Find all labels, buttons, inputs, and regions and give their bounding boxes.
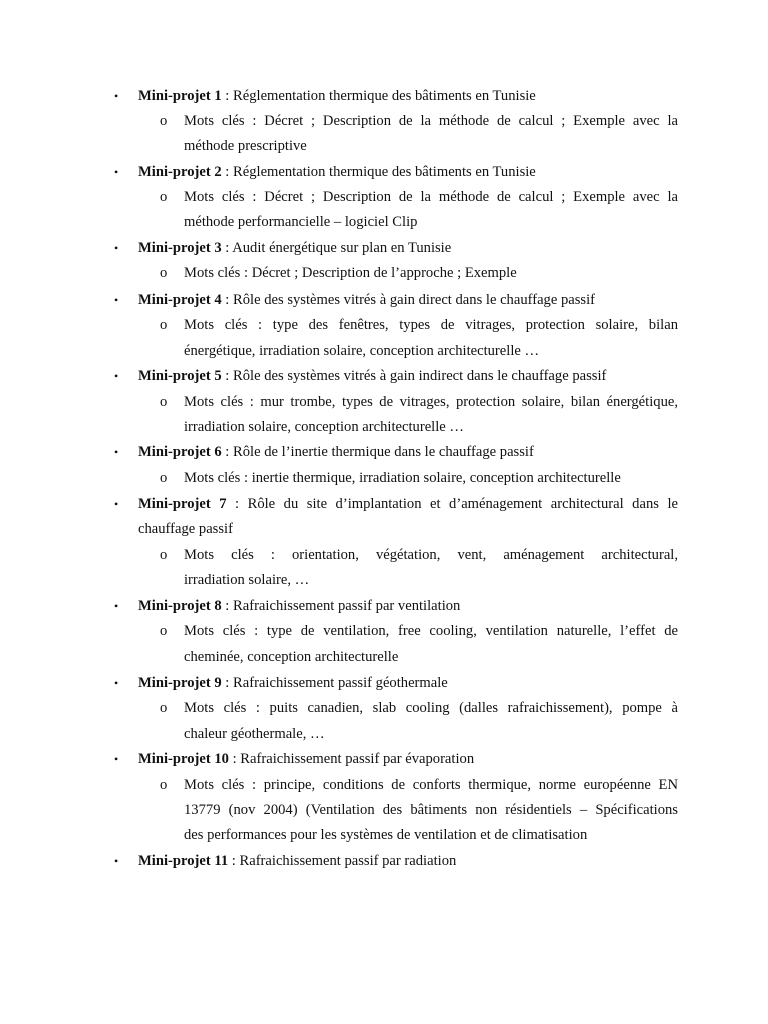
sub-bullet-icon: o <box>160 265 168 281</box>
item-text: Rôle du site d’implantation et d’aménagement architectural dans le <box>247 496 678 512</box>
item-title: Mini-projet 11 <box>138 853 229 869</box>
item-title: Mini-projet 3 <box>138 240 222 256</box>
list-item-7: Mini-projet 7 : Rôle du site d’implantation et d’aménagement architectural dans le <box>138 496 678 512</box>
item-text: Rafraichissement passif par radiation <box>239 853 457 869</box>
item-text: Rafraichissement passif géothermale <box>233 675 448 691</box>
sub-item-text: Mots clés : orientation, végétation, vent, aménagement architectural, <box>184 547 678 563</box>
item-title: Mini-projet 9 <box>138 675 222 691</box>
sub-item-text: énergétique, irradiation solaire, conception architecturelle … <box>184 343 540 359</box>
sub-item-text: Mots clés : type de ventilation, free cooling, ventilation naturelle, l’effet de <box>184 623 678 639</box>
sub-item-text: Mots clés : principe, conditions de conforts thermique, norme européenne EN <box>184 777 678 793</box>
item-title: Mini-projet 1 <box>138 88 222 104</box>
sub-bullet-icon: o <box>160 623 168 639</box>
bullet-icon: • <box>114 599 119 613</box>
list-item-11: Mini-projet 11 : Rafraichissement passif par radiation <box>138 853 457 869</box>
list-item-4: Mini-projet 4 : Rôle des systèmes vitrés à gain direct dans le chauffage passif <box>138 292 596 308</box>
sub-item-text: Mots clés : Décret ; Description de l’approche ; Exemple <box>184 265 517 281</box>
bullet-icon: • <box>114 752 119 766</box>
item-text: Rafraichissement passif par ventilation <box>233 598 461 614</box>
item-text: Rôle de l’inertie thermique dans le chauffage passif <box>233 444 534 460</box>
bullet-icon: • <box>114 293 119 307</box>
list-item-3: Mini-projet 3 : Audit énergétique sur plan en Tunisie <box>138 240 452 256</box>
sub-item-text: Mots clés : inertie thermique, irradiation solaire, conception architecturelle <box>184 470 621 486</box>
bullet-icon: • <box>114 854 119 868</box>
list-item-9: Mini-projet 9 : Rafraichissement passif géothermale <box>138 675 448 691</box>
sub-item-text: irradiation solaire, conception architecturelle … <box>184 419 464 435</box>
sub-bullet-icon: o <box>160 470 168 486</box>
sub-item-text: Mots clés : type des fenêtres, types de vitrages, protection solaire, bilan <box>184 317 678 333</box>
sub-item-text: méthode prescriptive <box>184 138 307 154</box>
list-item-6: Mini-projet 6 : Rôle de l’inertie thermique dans le chauffage passif <box>138 444 534 460</box>
list-item-5: Mini-projet 5 : Rôle des systèmes vitrés à gain indirect dans le chauffage passif <box>138 368 607 384</box>
bullet-icon: • <box>114 89 119 103</box>
sub-item-text: Mots clés : puits canadien, slab cooling (dalles rafraichissement), pompe à <box>184 700 678 716</box>
sub-bullet-icon: o <box>160 394 168 410</box>
item-title: Mini-projet 7 <box>138 496 227 512</box>
bullet-icon: • <box>114 676 119 690</box>
sub-bullet-icon: o <box>160 700 168 716</box>
sub-item-text: Mots clés : mur trombe, types de vitrages, protection solaire, bilan énergétique, <box>184 394 678 410</box>
list-item-10: Mini-projet 10 : Rafraichissement passif par évaporation <box>138 751 475 767</box>
item-title: Mini-projet 4 <box>138 292 222 308</box>
sub-item-text: Mots clés : Décret ; Description de la méthode de calcul ; Exemple avec la <box>184 189 678 205</box>
item-title: Mini-projet 10 <box>138 751 229 767</box>
sub-item-text: 13779 (nov 2004) (Ventilation des bâtiments non résidentiels – Spécifications <box>184 802 678 818</box>
item-text: Rafraichissement passif par évaporation <box>240 751 475 767</box>
sub-item-text: méthode performancielle – logiciel Clip <box>184 214 418 230</box>
item-text: Rôle des systèmes vitrés à gain indirect dans le chauffage passif <box>233 368 607 384</box>
sub-bullet-icon: o <box>160 317 168 333</box>
bullet-icon: • <box>114 165 119 179</box>
sub-item-text: chaleur géothermale, … <box>184 726 325 742</box>
list-item-1: Mini-projet 1 : Réglementation thermique des bâtiments en Tunisie <box>138 88 536 104</box>
sub-item-text: Mots clés : Décret ; Description de la méthode de calcul ; Exemple avec la <box>184 113 678 129</box>
list-item-2: Mini-projet 2 : Réglementation thermique des bâtiments en Tunisie <box>138 164 536 180</box>
item-title: Mini-projet 5 <box>138 368 222 384</box>
sub-item-text: irradiation solaire, … <box>184 572 310 588</box>
item-text: Audit énergétique sur plan en Tunisie <box>232 240 452 256</box>
item-title: Mini-projet 6 <box>138 444 222 460</box>
bullet-icon: • <box>114 241 119 255</box>
sub-item-text: des performances pour les systèmes de ventilation et de climatisation <box>184 827 588 843</box>
item-text: Rôle des systèmes vitrés à gain direct dans le chauffage passif <box>233 292 596 308</box>
item-text-continued: chauffage passif <box>138 521 233 537</box>
bullet-icon: • <box>114 445 119 459</box>
item-title: Mini-projet 2 <box>138 164 222 180</box>
item-text: Réglementation thermique des bâtiments en Tunisie <box>233 164 536 180</box>
sub-bullet-icon: o <box>160 189 168 205</box>
sub-bullet-icon: o <box>160 547 168 563</box>
sub-bullet-icon: o <box>160 113 168 129</box>
bullet-icon: • <box>114 369 119 383</box>
sub-bullet-icon: o <box>160 777 168 793</box>
sub-item-text: cheminée, conception architecturelle <box>184 649 399 665</box>
item-title: Mini-projet 8 <box>138 598 222 614</box>
item-text: Réglementation thermique des bâtiments en Tunisie <box>233 88 536 104</box>
list-item-8: Mini-projet 8 : Rafraichissement passif par ventilation <box>138 598 461 614</box>
bullet-icon: • <box>114 497 119 511</box>
